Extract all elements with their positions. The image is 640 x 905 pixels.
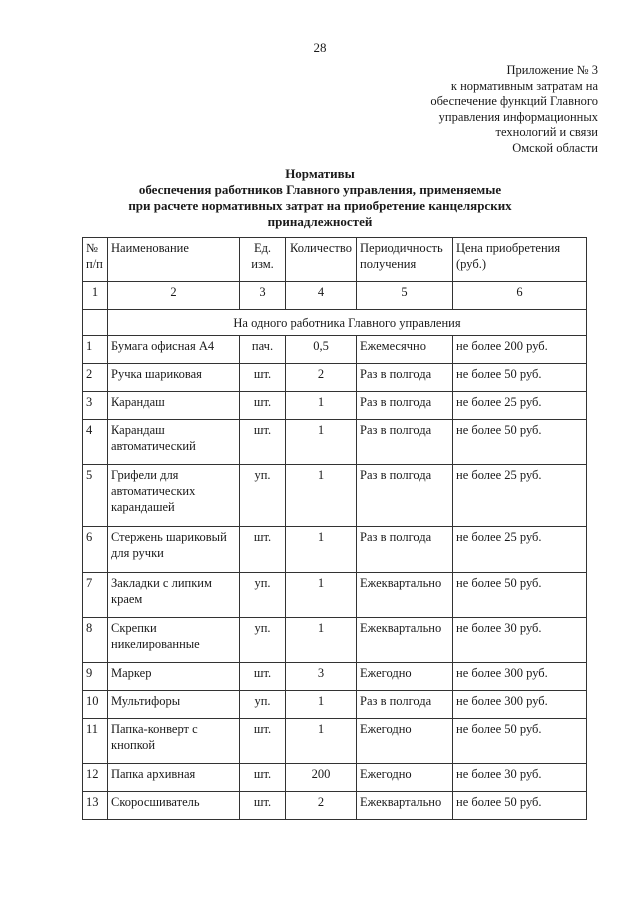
row-name	[108, 719, 240, 764]
row-name-line: Закладки с липким	[111, 576, 212, 590]
row-price: не более 50 руб.	[453, 364, 587, 392]
table-row	[83, 364, 587, 392]
row-name-line: краем	[111, 592, 143, 606]
row-name-line: для ручки	[111, 546, 164, 560]
row-period: Ежемесячно	[357, 336, 453, 364]
row-name	[108, 527, 240, 573]
table-row	[83, 764, 587, 792]
row-name	[108, 392, 240, 420]
header-unit	[240, 238, 286, 282]
column-number: 6	[453, 282, 587, 310]
section-title: На одного работника Главного управления	[108, 310, 587, 336]
row-name	[108, 465, 240, 527]
section-row	[83, 310, 587, 336]
row-qty: 1	[286, 465, 357, 527]
table-row	[83, 663, 587, 691]
row-period: Ежеквартально	[357, 618, 453, 663]
page-number: 28	[313, 40, 327, 55]
row-qty: 1	[286, 691, 357, 719]
row-period: Раз в полгода	[357, 465, 453, 527]
appendix-line: технологий и связи	[495, 125, 598, 139]
row-price: не более 200 руб.	[453, 336, 587, 364]
table-row	[83, 336, 587, 364]
row-price: не более 25 руб.	[453, 465, 587, 527]
row-period: Раз в полгода	[357, 364, 453, 392]
row-period: Раз в полгода	[357, 527, 453, 573]
row-qty: 1	[286, 392, 357, 420]
title-line: обеспечения работников Главного управления, применяемые	[138, 182, 502, 197]
section-num-empty	[83, 310, 108, 336]
row-name-line: Скоросшиватель	[111, 795, 200, 809]
row-period: Раз в полгода	[357, 420, 453, 465]
row-qty: 3	[286, 663, 357, 691]
header-period-line: получения	[360, 257, 417, 271]
column-number: 3	[240, 282, 286, 310]
table-row	[83, 527, 587, 573]
row-num: 8	[83, 618, 108, 663]
row-price: не более 300 руб.	[453, 663, 587, 691]
appendix-line: управления информационных	[438, 109, 598, 124]
row-unit: пач.	[240, 336, 286, 364]
table-row	[83, 465, 587, 527]
row-num: 11	[83, 719, 108, 764]
row-price: не более 25 руб.	[453, 527, 587, 573]
row-unit: уп.	[240, 465, 286, 527]
row-price: не более 30 руб.	[453, 764, 587, 792]
title-line: при расчете нормативных затрат на приобретение канцелярских	[128, 198, 512, 213]
row-num: 5	[83, 465, 108, 527]
row-unit: шт.	[240, 764, 286, 792]
header-unit-line: Ед.	[253, 241, 272, 255]
row-num: 10	[83, 691, 108, 719]
row-price: не более 50 руб.	[453, 719, 587, 764]
row-price: не более 50 руб.	[453, 573, 587, 618]
row-price: не более 50 руб.	[453, 792, 587, 820]
header-price-line: Цена приобретения	[456, 241, 561, 255]
table-row	[83, 719, 587, 764]
row-name	[108, 573, 240, 618]
row-name-line: Скрепки	[111, 621, 157, 635]
row-period: Раз в полгода	[357, 392, 453, 420]
row-name-line: Мультифоры	[111, 694, 181, 708]
row-name	[108, 420, 240, 465]
appendix-line: Омской области	[512, 140, 598, 155]
row-period: Ежеквартально	[357, 792, 453, 820]
row-num: 1	[83, 336, 108, 364]
row-qty: 1	[286, 420, 357, 465]
column-number: 4	[286, 282, 357, 310]
table-header-row	[83, 238, 587, 282]
row-num: 9	[83, 663, 108, 691]
table-body	[83, 282, 587, 820]
row-unit: уп.	[240, 691, 286, 719]
row-unit: шт.	[240, 392, 286, 420]
row-qty: 0,5	[286, 336, 357, 364]
row-num: 12	[83, 764, 108, 792]
row-period: Раз в полгода	[357, 691, 453, 719]
row-num: 4	[83, 420, 108, 465]
row-qty: 200	[286, 764, 357, 792]
title-line: принадлежностей	[267, 214, 373, 229]
row-name-line: Ручка шариковая	[111, 367, 202, 381]
row-name	[108, 792, 240, 820]
appendix-line: обеспечение функций Главного	[430, 94, 598, 108]
row-qty: 1	[286, 618, 357, 663]
header-num-line: п/п	[86, 257, 103, 271]
row-qty: 1	[286, 527, 357, 573]
row-qty: 2	[286, 792, 357, 820]
row-name-line: кнопкой	[111, 738, 156, 752]
row-name-line: Карандаш	[111, 395, 165, 409]
row-unit: шт.	[240, 792, 286, 820]
row-unit: шт.	[240, 420, 286, 465]
row-name-line: автоматический	[111, 439, 196, 453]
header-num	[83, 238, 108, 282]
row-period: Ежегодно	[357, 663, 453, 691]
table-row	[83, 392, 587, 420]
row-num: 6	[83, 527, 108, 573]
row-name-line: Маркер	[111, 666, 152, 680]
header-price	[453, 238, 587, 282]
table-row	[83, 618, 587, 663]
norms-table	[82, 237, 587, 820]
row-num: 3	[83, 392, 108, 420]
table-row	[83, 420, 587, 465]
header-num-line: №	[86, 241, 98, 255]
row-name-line: автоматических	[111, 484, 196, 498]
row-name-line: Папка-конверт с	[111, 722, 198, 736]
header-period-line: Периодичность	[360, 241, 443, 255]
row-price: не более 25 руб.	[453, 392, 587, 420]
row-qty: 1	[286, 719, 357, 764]
row-name	[108, 691, 240, 719]
row-num: 13	[83, 792, 108, 820]
column-number: 1	[83, 282, 108, 310]
row-price: не более 300 руб.	[453, 691, 587, 719]
row-name	[108, 764, 240, 792]
table-row	[83, 573, 587, 618]
column-number: 5	[357, 282, 453, 310]
row-period: Ежеквартально	[357, 573, 453, 618]
row-name	[108, 663, 240, 691]
row-name-line: Папка архивная	[111, 767, 196, 781]
document-title	[100, 166, 540, 230]
column-number-row	[83, 282, 587, 310]
row-unit: уп.	[240, 573, 286, 618]
column-number: 2	[108, 282, 240, 310]
row-name-line: никелированные	[111, 637, 200, 651]
row-name-line: Стержень шариковый	[111, 530, 227, 544]
row-unit: шт.	[240, 719, 286, 764]
row-period: Ежегодно	[357, 764, 453, 792]
row-name	[108, 364, 240, 392]
title-line: Нормативы	[285, 166, 355, 181]
row-num: 2	[83, 364, 108, 392]
header-unit-line: изм.	[251, 257, 274, 271]
appendix-note	[358, 63, 598, 156]
row-name-line: Карандаш	[111, 423, 165, 437]
row-price: не более 30 руб.	[453, 618, 587, 663]
row-name-line: Грифели для	[111, 468, 179, 482]
row-qty: 2	[286, 364, 357, 392]
header-period	[357, 238, 453, 282]
header-qty: Количество	[286, 238, 357, 282]
appendix-line: Приложение № 3	[506, 63, 598, 77]
header-name: Наименование	[108, 238, 240, 282]
row-period: Ежегодно	[357, 719, 453, 764]
row-name	[108, 618, 240, 663]
appendix-line: к нормативным затратам на	[450, 78, 598, 93]
row-name	[108, 336, 240, 364]
row-price: не более 50 руб.	[453, 420, 587, 465]
row-unit: шт.	[240, 527, 286, 573]
row-name-line: карандашей	[111, 500, 175, 514]
row-num: 7	[83, 573, 108, 618]
row-unit: шт.	[240, 663, 286, 691]
header-price-line: (руб.)	[456, 257, 486, 271]
row-qty: 1	[286, 573, 357, 618]
row-name-line: Бумага офисная А4	[111, 339, 215, 353]
table-row	[83, 792, 587, 820]
table-row	[83, 691, 587, 719]
row-unit: шт.	[240, 364, 286, 392]
row-unit: уп.	[240, 618, 286, 663]
